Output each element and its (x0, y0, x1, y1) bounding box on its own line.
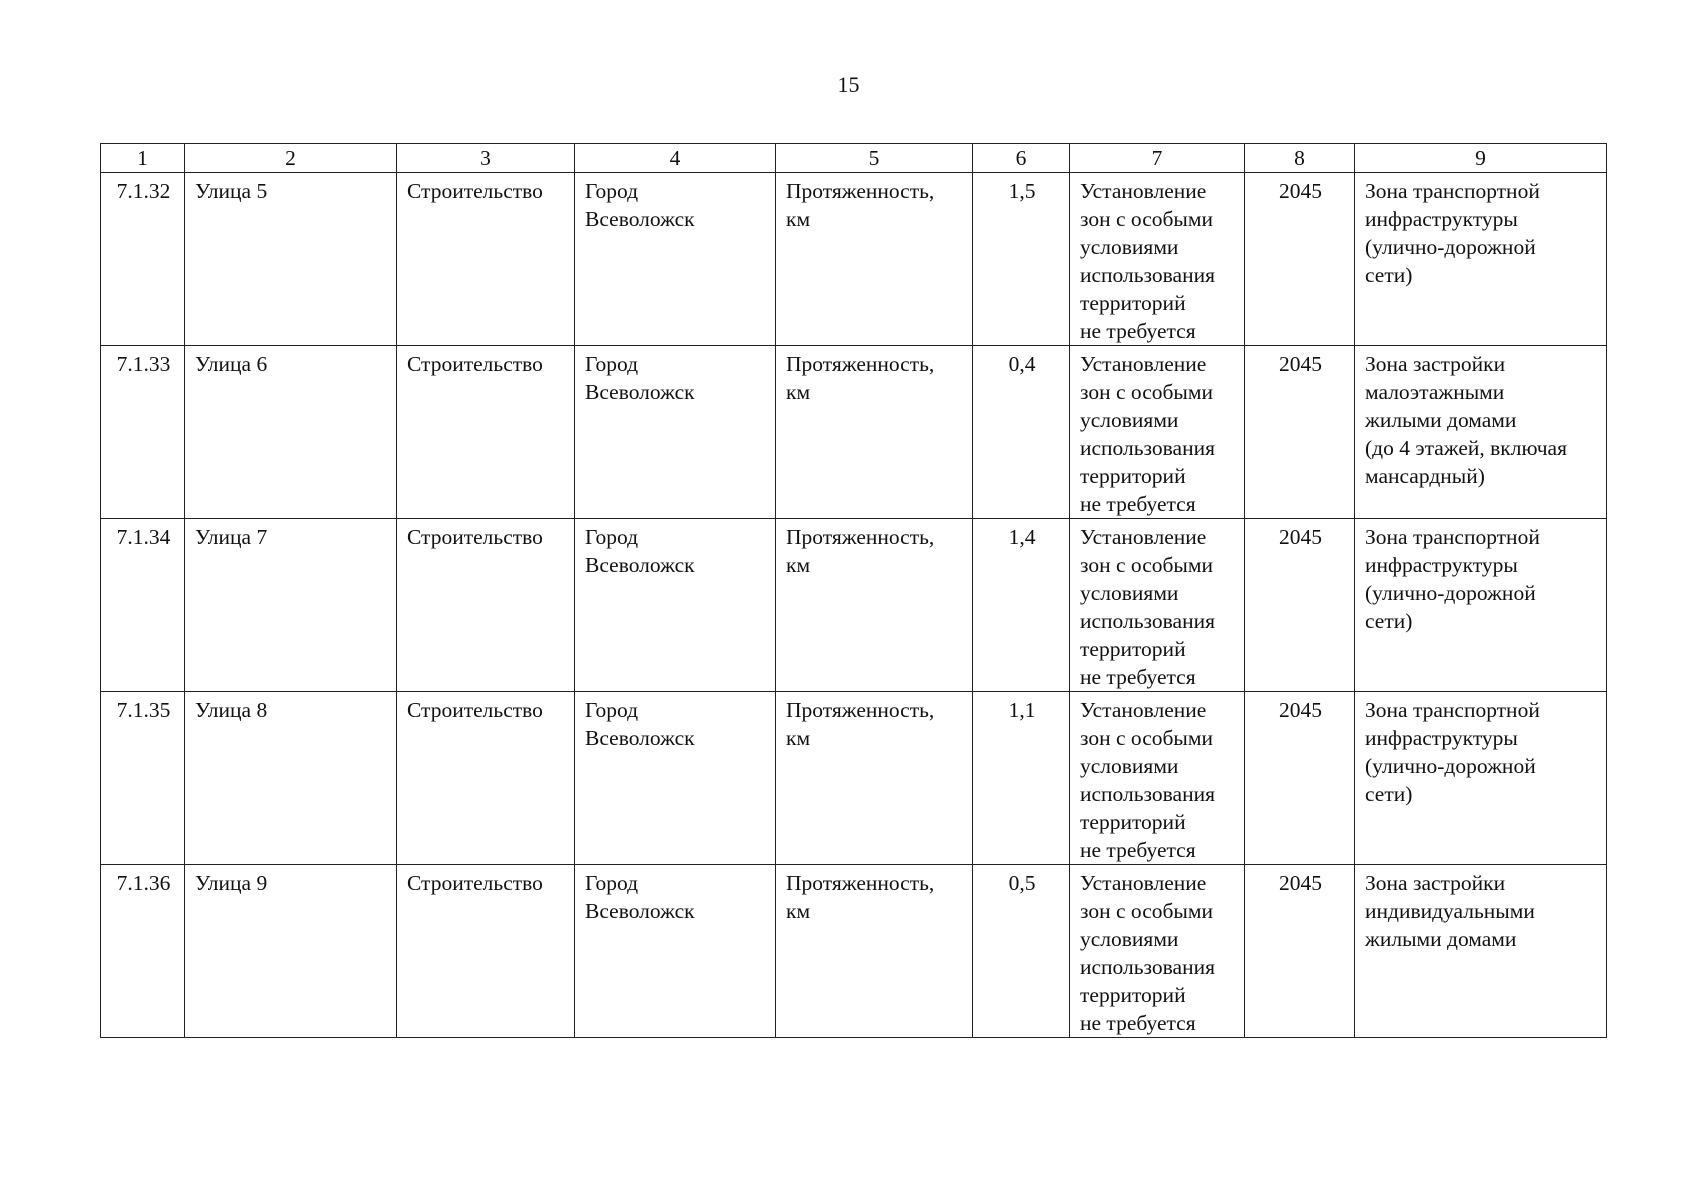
row-id: 7.1.36 (101, 865, 185, 1038)
target-year: 2045 (1245, 519, 1355, 692)
object-name: Улица 9 (185, 865, 397, 1038)
location: Город Всеволожск (575, 692, 776, 865)
action-type: Строительство (397, 346, 575, 519)
row-id: 7.1.34 (101, 519, 185, 692)
location: Город Всеволожск (575, 346, 776, 519)
table-row (101, 519, 1607, 692)
column-header: 6 (973, 144, 1070, 173)
zone-requirements: Установление зон с особыми условиями использования территорий не требуется (1070, 692, 1245, 865)
column-header: 5 (776, 144, 973, 173)
action-type: Строительство (397, 865, 575, 1038)
object-name: Улица 5 (185, 173, 397, 346)
measure-value: 0,5 (973, 865, 1070, 1038)
location: Город Всеволожск (575, 519, 776, 692)
row-id: 7.1.32 (101, 173, 185, 346)
header-row (101, 144, 1607, 173)
column-header: 1 (101, 144, 185, 173)
object-name: Улица 6 (185, 346, 397, 519)
planning-table (100, 143, 1607, 1038)
column-header: 2 (185, 144, 397, 173)
measure: Протяженность, км (776, 865, 973, 1038)
table-row (101, 865, 1607, 1038)
column-header: 8 (1245, 144, 1355, 173)
column-header: 3 (397, 144, 575, 173)
zone-requirements: Установление зон с особыми условиями использования территорий не требуется (1070, 865, 1245, 1038)
column-header: 7 (1070, 144, 1245, 173)
measure: Протяженность, км (776, 692, 973, 865)
action-type: Строительство (397, 692, 575, 865)
measure-value: 1,4 (973, 519, 1070, 692)
row-id: 7.1.35 (101, 692, 185, 865)
functional-zone: Зона транспортной инфраструктуры (улично-дорожной сети) (1355, 519, 1607, 692)
location: Город Всеволожск (575, 173, 776, 346)
column-header: 4 (575, 144, 776, 173)
table-row (101, 173, 1607, 346)
zone-requirements: Установление зон с особыми условиями использования территорий не требуется (1070, 519, 1245, 692)
functional-zone: Зона транспортной инфраструктуры (улично-дорожной сети) (1355, 692, 1607, 865)
zone-requirements: Установление зон с особыми условиями использования территорий не требуется (1070, 346, 1245, 519)
measure: Протяженность, км (776, 173, 973, 346)
page-number: 15 (837, 72, 860, 97)
functional-zone: Зона транспортной инфраструктуры (улично-дорожной сети) (1355, 173, 1607, 346)
table-row (101, 346, 1607, 519)
measure-value: 1,1 (973, 692, 1070, 865)
measure: Протяженность, км (776, 519, 973, 692)
column-header: 9 (1355, 144, 1607, 173)
target-year: 2045 (1245, 692, 1355, 865)
functional-zone: Зона застройки малоэтажными жилыми домами (до 4 этажей, включая мансардный) (1355, 346, 1607, 519)
target-year: 2045 (1245, 346, 1355, 519)
zone-requirements: Установление зон с особыми условиями использования территорий не требуется (1070, 173, 1245, 346)
table-row (101, 692, 1607, 865)
action-type: Строительство (397, 173, 575, 346)
row-id: 7.1.33 (101, 346, 185, 519)
measure-value: 1,5 (973, 173, 1070, 346)
measure: Протяженность, км (776, 346, 973, 519)
functional-zone: Зона застройки индивидуальными жилыми домами (1355, 865, 1607, 1038)
object-name: Улица 7 (185, 519, 397, 692)
target-year: 2045 (1245, 173, 1355, 346)
object-name: Улица 8 (185, 692, 397, 865)
location: Город Всеволожск (575, 865, 776, 1038)
measure-value: 0,4 (973, 346, 1070, 519)
action-type: Строительство (397, 519, 575, 692)
target-year: 2045 (1245, 865, 1355, 1038)
